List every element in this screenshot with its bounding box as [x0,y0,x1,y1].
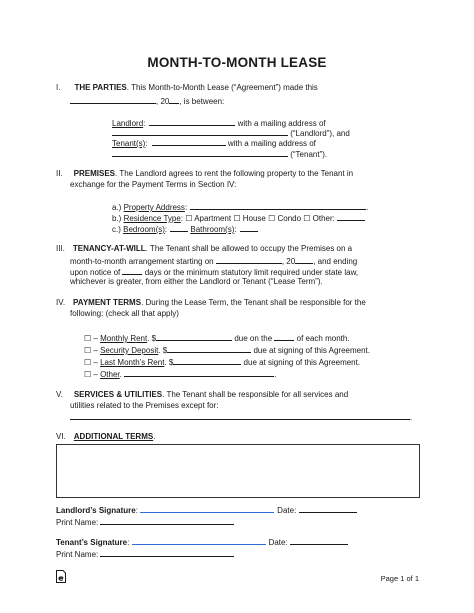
ending-text: , and ending [313,257,358,266]
section-1-number: I. [56,83,61,92]
section-3-line-2 [70,256,357,266]
section-6-heading: ADDITIONAL TERMS [73,432,154,441]
item-c-prefix: c.) [112,225,124,234]
tenant-print-blank[interactable] [100,549,234,557]
landlord-label: Landlord [112,119,144,128]
section-5-heading: SERVICES & UTILITIES [73,390,163,399]
other-checkbox[interactable]: ☐ – [84,370,101,379]
tenant-ref: (“Tenant”). [288,150,328,159]
landlord-line: Landlord: with a mailing address of [112,119,326,128]
section-6-line-1 [56,433,155,441]
year-prefix: , 20 [156,97,170,106]
monthly-rent-day-blank[interactable] [274,333,294,341]
section-1-line-2 [70,96,224,106]
between-text: , is between: [179,97,225,106]
monthly-rent-label: Monthly Rent [100,334,148,343]
section-2-number: II. [56,169,63,178]
section-3-heading: TENANCY-AT-WILL [72,244,146,253]
security-deposit-label: Security Deposit [100,346,159,355]
start-year-prefix: , 20 [281,257,296,266]
section-5-end: . [410,413,413,422]
last-month-rent-checkbox[interactable]: ☐ – [84,358,101,367]
landlord-date-label: Date: [277,506,299,515]
section-4-heading: PAYMENT TERMS [73,298,142,307]
section-1-line-1 [56,84,318,92]
monthly-rent-end-text: of each month. [294,334,350,343]
landlord-ref: (“Landlord”), and [288,129,350,138]
section-3-line-3 [70,267,358,277]
landlord-print-line [56,517,234,527]
security-deposit-amount-blank[interactable] [167,345,251,353]
section-2-line-1 [56,170,353,178]
residence-type-options[interactable]: : ☐ Apartment ☐ House ☐ Condo ☐ Other: [180,214,338,223]
tenant-label: Tenant(s) [112,139,146,148]
security-deposit-due-text: due at signing of this Agreement. [251,346,370,355]
landlord-mailing-text: with a mailing address of [235,119,326,128]
bedrooms-blank[interactable] [170,224,188,232]
last-month-rent-label: Last Month’s Rent [100,358,165,367]
section-2-line-2: exchange for the Payment Terms in Section IV: [70,180,237,189]
landlord-address-blank[interactable] [112,128,288,136]
tenant-name-blank[interactable] [152,138,226,146]
section-2-text: . The Landlord agrees to rent the following property to the Tenant in [115,169,354,178]
section-4-line-1 [56,299,366,307]
landlord-print-blank[interactable] [100,517,234,525]
section-1-heading: THE PARTIES [74,83,127,92]
tenant-signature-field[interactable] [132,537,266,545]
section-2-heading: PREMISES [73,169,116,178]
tenant-line: Tenant(s): with a mailing address of [112,139,316,148]
section-5-text: . The Tenant shall be responsible for all services and [162,390,349,399]
residence-type-line [112,213,365,223]
section-5-line-1 [56,391,348,399]
page-number: Page 1 of 1 [380,574,419,583]
payment-last-month-rent [84,357,360,367]
other-separator: . [119,370,125,379]
additional-terms-box[interactable] [56,444,420,498]
tenant-signature-label: Tenant’s Signature [56,538,128,547]
landlord-address-line [112,128,350,138]
tenant-print-label: Print Name: [56,550,101,559]
landlord-date-blank[interactable] [299,505,357,513]
other-end: . [274,370,277,379]
item-b-prefix: b.) [112,214,124,223]
notice-text-2: days or the minimum statutory limit required under state law, [142,268,359,277]
section-6-end: . [153,432,156,441]
monthly-rent-amount-blank[interactable] [156,333,232,341]
monthly-rent-dollar: . $ [147,334,157,343]
section-3-text: . The Tenant shall be allowed to occupy the Premises on a [145,244,353,253]
section-5-number: V. [56,390,63,399]
tenant-date-blank[interactable] [290,537,348,545]
property-address-blank[interactable] [190,202,366,210]
section-4-number: IV. [56,298,66,307]
last-month-rent-due-text: due at signing of this Agreement. [241,358,361,367]
item-a-prefix: a.) [112,203,124,212]
last-month-rent-amount-blank[interactable] [173,357,241,365]
tenant-address-line [112,149,327,159]
security-deposit-dollar: . $ [158,346,168,355]
property-address-label: Property Address [123,203,185,212]
last-month-rent-dollar: . $ [164,358,174,367]
residence-other-blank[interactable] [337,213,365,221]
residence-type-label: Residence Type [123,214,181,223]
notice-text: upon notice of [70,268,123,277]
year-blank[interactable] [169,96,179,104]
landlord-signature-colon: : [135,506,141,515]
landlord-signature-field[interactable] [140,505,274,513]
landlord-print-label: Print Name: [56,518,101,527]
bathrooms-blank[interactable] [240,224,258,232]
document-title: MONTH-TO-MONTH LEASE [147,55,327,70]
section-4-text: . During the Lease Term, the Tenant shall be responsible for the [141,298,366,307]
other-label: Other [100,370,120,379]
start-year-blank[interactable] [295,256,313,264]
payment-monthly-rent [84,333,350,343]
monthly-rent-checkbox[interactable]: ☐ – [84,334,101,343]
payment-other [84,369,276,379]
other-blank[interactable] [124,369,277,379]
eforms-logo-icon [56,570,66,583]
payment-security-deposit [84,345,370,355]
property-address-line: a.) Property Address: . [112,203,369,212]
tenant-address-blank[interactable] [112,149,288,157]
start-date-blank[interactable] [216,256,282,264]
utilities-exceptions-blank[interactable] [70,412,413,422]
section-6-number: VI. [56,432,66,441]
section-3-line-4: whichever is greater, from either the Landlord or Tenant (“Lease Term”). [70,277,323,286]
section-1-text: . This Month-to-Month Lease (“Agreement”) made this [126,83,318,92]
bathrooms-label: Bathroom(s) [190,225,235,234]
rooms-line: c.) Bedroom(s): Bathroom(s): [112,224,258,234]
bedrooms-label: Bedroom(s) [123,225,165,234]
tenant-signature-line [56,537,348,547]
monthly-rent-due-text: due on the [232,334,275,343]
tenant-mailing-text: with a mailing address of [225,139,316,148]
tenant-date-label: Date: [268,538,290,547]
section-3-number: III. [56,244,65,253]
notice-days-blank[interactable] [122,267,142,275]
date-blank[interactable] [70,96,156,104]
security-deposit-checkbox[interactable]: ☐ – [84,346,101,355]
section-5-line-2: utilities related to the Premises except for: [70,401,219,410]
section-5-exceptions-line [70,412,412,422]
tenant-signature-colon: : [127,538,132,547]
starting-text: month-to-month arrangement starting on [70,257,216,266]
landlord-name-blank[interactable] [149,118,235,126]
tenant-print-line [56,549,234,559]
landlord-signature-label: Landlord’s Signature [56,506,136,515]
section-4-line-2: following: (check all that apply) [70,309,179,318]
landlord-signature-line [56,505,357,515]
section-3-line-1 [56,245,352,253]
